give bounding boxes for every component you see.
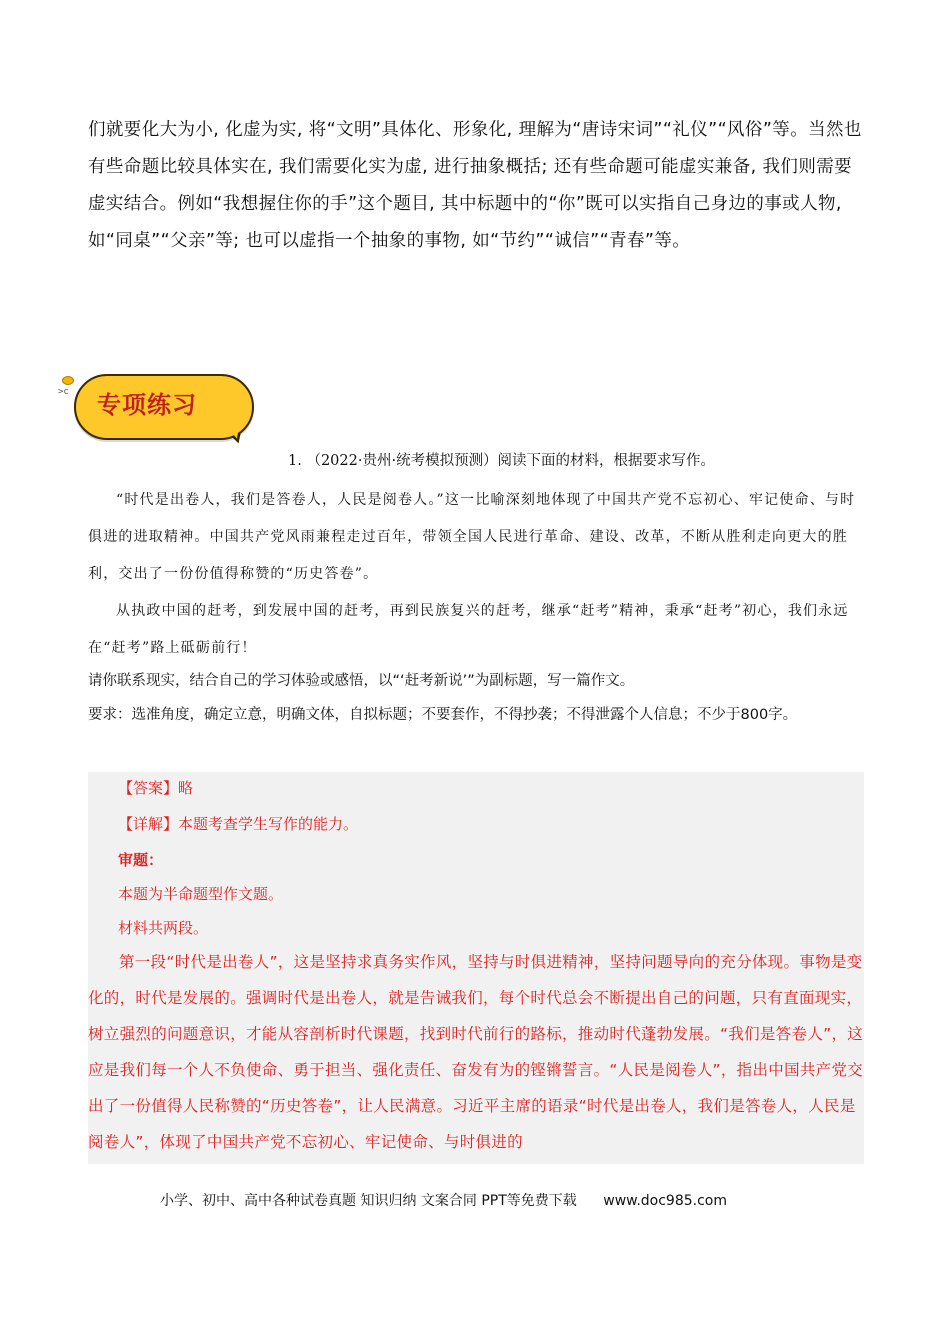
answer-body: [88, 944, 864, 1160]
detail-line: 【详解】本题考查学生写作的能力。: [118, 815, 359, 833]
question-header: 1. （2022·贵州·统考模拟预测）阅读下面的材料，根据要求写作。: [288, 453, 716, 469]
footer-site-link[interactable]: www.doc985.com: [603, 1193, 727, 1209]
type-line: 本题为半命题型作文题。: [118, 885, 284, 903]
footer-text: 小学、初中、高中各种试卷真题 知识归纳 文案合同 PPT等免费下载: [160, 1193, 577, 1209]
review-title: 审题：: [118, 851, 164, 869]
answer-line: 【答案】略: [118, 779, 194, 797]
material-paragraph-1: “时代是出卷人，我们是答卷人，人民是阅卷人。”这一比喻深刻地体现了中国共产党不忘初心、牢记使命、与时俱进的进取精神。中国共产党风雨兼程走过百年，带领全国人民进行革命、建设、改革，不断从胜利走向更大的胜利，交出了一份份值得称赞的“历史答卷”。: [88, 492, 856, 582]
intro-paragraph: 们就要化大为小, 化虚为实, 将“文明”具体化、形象化, 理解为“唐诗宋词”“礼仪”“风俗”等。当然也有些命题比较具体实在, 我们需要化实为虚, 进行抽象概括; 还有些命题可能虚实兼备, 我们则需要虚实结合。例如“我想握住你的手”这个题目, 其中标题中的“你”既可以实指自己身边的事或人物, 如“同桌”“父亲”等; 也可以虚指一个抽象的事物, 如“节约”“诚信”“青春”等。: [88, 120, 862, 251]
question-requirement: 要求：选准角度，确定立意，明确文体，自拟标题；不要套作，不得抄袭；不得泄露个人信息；不少于800字。: [88, 707, 798, 723]
material-line: 材料共两段。: [118, 919, 209, 937]
badge-label: 专项练习: [97, 391, 197, 419]
badge-dot-icon: [62, 376, 74, 385]
question-instruction: 请你联系现实，结合自己的学习体验或感悟，以“‘赶考新说’”为副标题，写一篇作文。: [88, 673, 635, 689]
answer-body-paragraph: 第一段“时代是出卷人”，这是坚持求真务实作风，坚持与时俱进精神，坚持问题导向的充分体现。事物是变化的，时代是发展的。强调时代是出卷人，就是告诫我们，每个时代总会不断提出自己的问题，只有直面现实，树立强烈的问题意识，才能从容剖析时代课题，找到时代前行的路标，推动时代蓬勃发展。“我们是答卷人”，这应是我们每一个人不负使命、勇于担当、强化责任、奋发有为的铿锵誓言。“人民是阅卷人”，指出中国共产党交出了一份值得人民称赞的“历史答卷”，让人民满意。习近平主席的语录“时代是出卷人，我们是答卷人，人民是阅卷人”，体现了中国共产党不忘初心、牢记使命、与时俱进的: [88, 953, 864, 1151]
answer-box: [88, 772, 864, 1164]
page-footer: [160, 1190, 860, 1210]
badge-mark-icon: >c: [58, 387, 69, 397]
intro-section: [88, 112, 868, 260]
material-paragraph-2: 从执政中国的赶考，到发展中国的赶考，再到民族复兴的赶考，继承“赶考”精神，秉承“赶考”初心，我们永远在“赶考”路上砥砺前行！: [88, 603, 849, 656]
question-material: [88, 482, 868, 667]
section-badge: [56, 370, 286, 460]
